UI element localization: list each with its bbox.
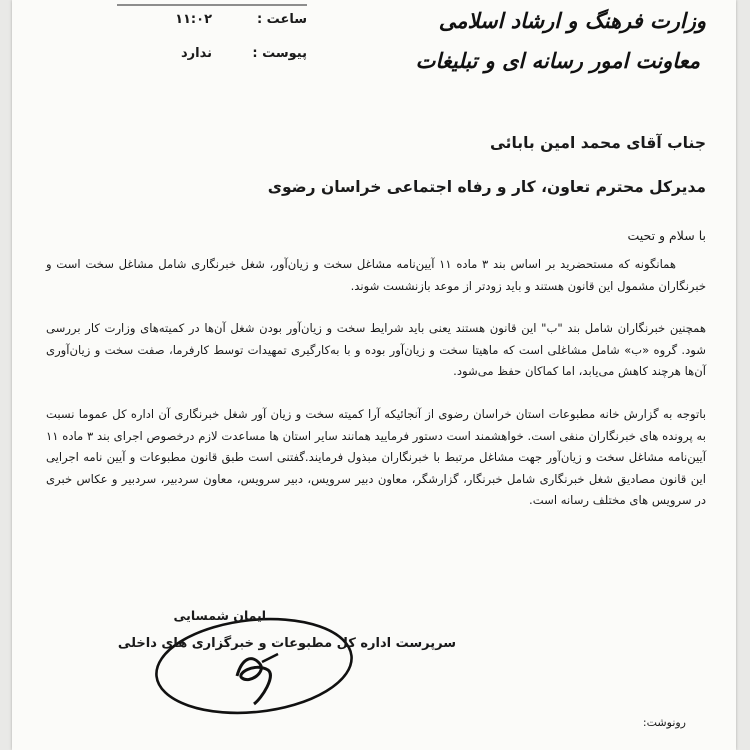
signer-title: سرپرست اداره کل مطبوعات و خبرگزاری های داخلی bbox=[117, 636, 456, 651]
ministry-name: وزارت فرهنگ و ارشاد اسلامی bbox=[438, 8, 706, 33]
meta-divider bbox=[117, 0, 307, 6]
attachment-label: پیوست : bbox=[252, 46, 307, 61]
body-paragraph-1: همانگونه که مستحضرید بر اساس بند ۳ ماده ۱۱ آیین‌نامه مشاغل سخت و زیان‌آور، شغل خبرنگاری شامل مشاغل سخت است و خبرنگاران مشمول این قانون هستند و باید زودتر از موعد بازنشست شوند. bbox=[46, 257, 706, 293]
ministry-letterhead bbox=[416, 6, 706, 76]
letter-page bbox=[12, 0, 736, 750]
time-row bbox=[117, 12, 307, 32]
cc-label: رونوشت: bbox=[642, 716, 686, 729]
signer-name: ایمان شمسایی bbox=[173, 608, 266, 623]
recipient-name: جناب آقای محمد امین بابائی bbox=[489, 134, 706, 152]
greeting: با سلام و تحیت bbox=[627, 228, 706, 243]
time-value: ۱۱:۰۲ bbox=[175, 12, 212, 27]
time-label: ساعت : bbox=[256, 12, 307, 27]
attachment-row bbox=[117, 46, 307, 66]
attachment-value: ندارد bbox=[180, 46, 212, 61]
body-paragraph-2: همچنین خبرنگاران شامل بند "ب" این قانون هستند یعنی باید شرایط سخت و زیان‌آور بودن شغل آن‌ها در کمیته‌های وزارت کار بررسی شود. گروه «ب» شامل مشاغلی است که ماهیتا سخت و زیان‌آور بوده و با به‌کارگیری تمهیدات توسط کارفرما، صفت سخت و زیان‌آوری آن‌ها هرچند کاهش می‌یابد، اما کماکان حفظ می‌شود. bbox=[46, 321, 706, 379]
body-paragraph-3: باتوجه به گزارش خانه مطبوعات استان خراسان رضوی از آنجائیکه آرا کمیته سخت و زیان آور شغل خبرنگاری آن اداره کل عموما نسبت به پرونده های خبرنگاران منفی است. خواهشمند است دستور فرمایید همانند سایر استان ها مساعدت لازم درخصوص اجرای بند ۳ ماده ۱۱ آیین‌نامه مشاغل سخت و زیان‌آور جهت مشاغل مرتبط با خبرنگاران مبذول فرمایند.گفتنی است طبق قانون مطبوعات و آیین نامه اجرایی این قانون مصادیق شغل خبرنگاری شامل خبرنگار، گزارشگر، معاون دبیر سرویس، دبیر سرویس، معاون سردبیر، سردبیر و عکاس خبری در سرویس های مختلف رسانه است. bbox=[46, 407, 706, 508]
recipient-title: مدیرکل محترم تعاون، کار و رفاه اجتماعی خراسان رضوی bbox=[267, 178, 706, 196]
handwritten-signature bbox=[142, 606, 372, 746]
deputy-name: معاونت امور رسانه ای و تبلیغات bbox=[415, 48, 700, 73]
